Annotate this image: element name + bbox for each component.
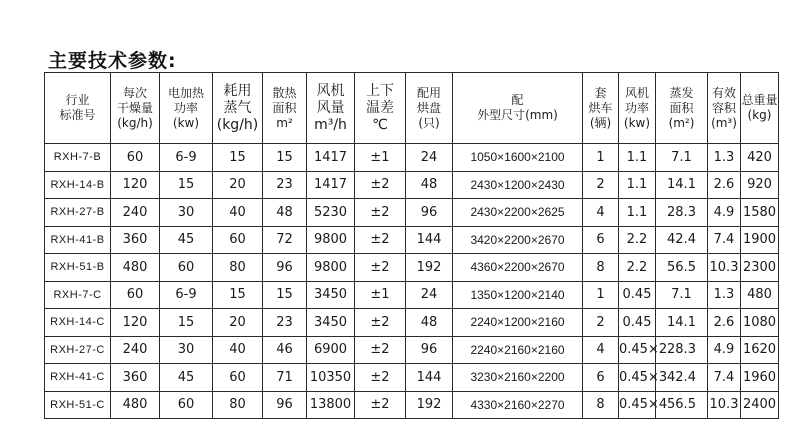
- table-cell: 0.45×4: [619, 391, 656, 419]
- table-cell: 2430×1200×2430: [453, 171, 583, 199]
- table-cell: 15: [263, 144, 307, 172]
- column-header-line: m³/h: [314, 116, 347, 133]
- column-header-line: (只): [418, 115, 440, 130]
- table-cell: 3420×2200×2670: [453, 226, 583, 254]
- column-header-line: 标准号: [59, 108, 96, 122]
- model-cell: RXH-27-B: [45, 199, 111, 227]
- table-cell: 15: [213, 144, 263, 172]
- table-cell: 48: [406, 171, 453, 199]
- model-cell: RXH-14-C: [45, 309, 111, 337]
- column-header-line: 配用: [416, 85, 441, 100]
- column-header: [656, 73, 708, 144]
- table-cell: 7.1: [656, 144, 708, 172]
- column-header-line: m²: [276, 115, 293, 130]
- table-row: [45, 226, 779, 254]
- table-cell: 24: [406, 144, 453, 172]
- table-cell: 1: [583, 281, 619, 309]
- table-header-row: [45, 73, 779, 144]
- table-cell: 1580: [741, 199, 779, 227]
- table-cell: 3450: [307, 309, 355, 337]
- table-cell: 60: [160, 391, 213, 419]
- model-cell: RXH-41-C: [45, 364, 111, 392]
- table-cell: 240: [111, 199, 160, 227]
- table-cell: 13800: [307, 391, 355, 419]
- table-cell: 10.3: [708, 391, 741, 419]
- table-cell: 96: [263, 391, 307, 419]
- table-body: [45, 144, 779, 419]
- table-cell: 96: [406, 199, 453, 227]
- column-header-line: (kw): [172, 115, 200, 130]
- column-header: [583, 73, 619, 144]
- table-cell: 60: [160, 254, 213, 282]
- column-header-line: 容积: [711, 100, 736, 115]
- column-header-line: 散热: [272, 85, 297, 100]
- table-cell: 480: [741, 281, 779, 309]
- column-header: [619, 73, 656, 144]
- table-cell: 8: [583, 391, 619, 419]
- column-header-line: 上下: [366, 82, 394, 99]
- model-cell: RXH-27-C: [45, 336, 111, 364]
- column-header-line: (kg/h): [216, 116, 259, 133]
- column-header: [307, 73, 355, 144]
- table-cell: 28.3: [656, 199, 708, 227]
- table-cell: 1417: [307, 171, 355, 199]
- table-cell: 20: [213, 171, 263, 199]
- table-cell: 7.1: [656, 281, 708, 309]
- table-cell: 60: [111, 144, 160, 172]
- column-header-line: 总重量: [741, 93, 778, 107]
- table-cell: 30: [160, 336, 213, 364]
- table-cell: 56.5: [656, 254, 708, 282]
- table-cell: 920: [741, 171, 779, 199]
- table-row: [45, 171, 779, 199]
- table-cell: 28.3: [656, 336, 708, 364]
- table-cell: 144: [406, 364, 453, 392]
- table-cell: 1.1: [619, 199, 656, 227]
- table-row: [45, 144, 779, 172]
- table-cell: 480: [111, 391, 160, 419]
- table-cell: 2.2: [619, 226, 656, 254]
- table-cell: 40: [213, 199, 263, 227]
- table-cell: 1050×1600×2100: [453, 144, 583, 172]
- table-cell: 5230: [307, 199, 355, 227]
- table-cell: 192: [406, 391, 453, 419]
- table-cell: ±2: [355, 171, 406, 199]
- table-cell: 0.45: [619, 309, 656, 337]
- page-title: 主要技术参数:: [48, 50, 177, 72]
- table-row: [45, 254, 779, 282]
- column-header-line: (kg): [747, 108, 772, 122]
- table-cell: 7.4: [708, 364, 741, 392]
- table-cell: 0.45: [619, 281, 656, 309]
- column-header-line: 外型尺寸(mm): [477, 108, 558, 122]
- table-cell: 96: [406, 336, 453, 364]
- table-cell: 42.4: [656, 226, 708, 254]
- table-cell: ±2: [355, 226, 406, 254]
- table-cell: 240: [111, 336, 160, 364]
- table-cell: 1620: [741, 336, 779, 364]
- table-cell: 10350: [307, 364, 355, 392]
- table-cell: 20: [213, 309, 263, 337]
- table-cell: 2.6: [708, 309, 741, 337]
- column-header: [111, 73, 160, 144]
- column-header-line: 配: [511, 93, 524, 107]
- table-cell: ±1: [355, 281, 406, 309]
- table-cell: 15: [160, 171, 213, 199]
- model-cell: RXH-51-B: [45, 254, 111, 282]
- table-row: [45, 199, 779, 227]
- table-cell: 14.1: [656, 309, 708, 337]
- spec-table: [44, 72, 779, 419]
- table-cell: 40: [213, 336, 263, 364]
- column-header-line: 功率: [173, 100, 198, 115]
- table-cell: 15: [160, 309, 213, 337]
- table-row: [45, 391, 779, 419]
- table-cell: 2: [583, 309, 619, 337]
- column-header: [741, 73, 779, 144]
- table-row: [45, 281, 779, 309]
- table-cell: 30: [160, 199, 213, 227]
- table-cell: 7.4: [708, 226, 741, 254]
- table-cell: 1.1: [619, 144, 656, 172]
- column-header-line: 干燥量: [116, 100, 153, 115]
- column-header: [213, 73, 263, 144]
- column-header-line: ℃: [372, 116, 388, 133]
- column-header: [406, 73, 453, 144]
- table-cell: 56.5: [656, 391, 708, 419]
- table-cell: 3450: [307, 281, 355, 309]
- table-cell: 71: [263, 364, 307, 392]
- column-header: [45, 73, 111, 144]
- model-cell: RXH-51-C: [45, 391, 111, 419]
- table-cell: 42.4: [656, 364, 708, 392]
- table-cell: 48: [263, 199, 307, 227]
- table-cell: ±1: [355, 144, 406, 172]
- table-cell: 0.45×3: [619, 364, 656, 392]
- table-cell: ±2: [355, 391, 406, 419]
- column-header-line: 风机: [316, 82, 345, 99]
- table-cell: 4.9: [708, 199, 741, 227]
- table-cell: 0.45×2: [619, 336, 656, 364]
- table-cell: 1: [583, 144, 619, 172]
- table-cell: 2240×2160×2160: [453, 336, 583, 364]
- table-cell: 48: [406, 309, 453, 337]
- table-cell: 46: [263, 336, 307, 364]
- table-cell: 6: [583, 364, 619, 392]
- table-cell: 96: [263, 254, 307, 282]
- table-row: [45, 336, 779, 364]
- table-cell: 1417: [307, 144, 355, 172]
- column-header-line: (kw): [623, 115, 651, 130]
- table-cell: 60: [111, 281, 160, 309]
- table-cell: 80: [213, 254, 263, 282]
- table-cell: 60: [213, 226, 263, 254]
- column-header-line: (辆): [589, 115, 612, 130]
- table-cell: 1.3: [708, 281, 741, 309]
- table-row: [45, 309, 779, 337]
- table-cell: 72: [263, 226, 307, 254]
- table-cell: 9800: [307, 226, 355, 254]
- table-cell: 360: [111, 226, 160, 254]
- column-header-line: 风量: [316, 99, 345, 116]
- model-cell: RXH-7-B: [45, 144, 111, 172]
- column-header-line: 电加热: [167, 85, 204, 100]
- column-header: [160, 73, 213, 144]
- table-cell: 1.3: [708, 144, 741, 172]
- column-header-line: (m³): [711, 115, 737, 130]
- table-cell: 420: [741, 144, 779, 172]
- table-cell: 8: [583, 254, 619, 282]
- column-header-line: 行业: [65, 93, 90, 107]
- column-header-line: 面积: [272, 100, 297, 115]
- column-header-line: (kg/h): [117, 115, 153, 130]
- table-cell: 2430×2200×2625: [453, 199, 583, 227]
- table-cell: ±2: [355, 254, 406, 282]
- table-cell: 10.3: [708, 254, 741, 282]
- table-cell: 4: [583, 336, 619, 364]
- table-cell: 2300: [741, 254, 779, 282]
- table-cell: ±2: [355, 199, 406, 227]
- table-cell: 23: [263, 171, 307, 199]
- column-header-line: 蒸气: [223, 99, 252, 116]
- column-header: [708, 73, 741, 144]
- table-cell: 192: [406, 254, 453, 282]
- table-cell: 480: [111, 254, 160, 282]
- table-cell: 4330×2160×2270: [453, 391, 583, 419]
- table-cell: 2240×1200×2160: [453, 309, 583, 337]
- table-cell: 60: [213, 364, 263, 392]
- column-header-line: 有效: [711, 85, 736, 100]
- table-cell: 15: [263, 281, 307, 309]
- table-cell: ±2: [355, 364, 406, 392]
- table-cell: 6900: [307, 336, 355, 364]
- column-header-line: 烘盘: [416, 100, 441, 115]
- table-cell: 2400: [741, 391, 779, 419]
- table-cell: ±2: [355, 336, 406, 364]
- table-cell: 45: [160, 364, 213, 392]
- table-cell: 4: [583, 199, 619, 227]
- model-cell: RXH-41-B: [45, 226, 111, 254]
- model-cell: RXH-7-C: [45, 281, 111, 309]
- table-cell: 24: [406, 281, 453, 309]
- table-cell: 360: [111, 364, 160, 392]
- column-header: [355, 73, 406, 144]
- table-cell: 2.2: [619, 254, 656, 282]
- table-cell: 1960: [741, 364, 779, 392]
- table-cell: 9800: [307, 254, 355, 282]
- column-header-line: 功率: [624, 100, 649, 115]
- table-cell: 6-9: [160, 281, 213, 309]
- column-header-line: 套: [594, 85, 607, 100]
- table-cell: 15: [213, 281, 263, 309]
- table-cell: 1900: [741, 226, 779, 254]
- table-cell: 4360×2200×2670: [453, 254, 583, 282]
- table-cell: 23: [263, 309, 307, 337]
- column-header-line: (m²): [668, 115, 695, 130]
- model-cell: RXH-14-B: [45, 171, 111, 199]
- table-cell: 120: [111, 309, 160, 337]
- column-header-line: 面积: [669, 100, 694, 115]
- table-cell: 3230×2160×2200: [453, 364, 583, 392]
- table-cell: 45: [160, 226, 213, 254]
- table-cell: 2: [583, 171, 619, 199]
- table-cell: 1080: [741, 309, 779, 337]
- table-cell: 6: [583, 226, 619, 254]
- table-cell: 4.9: [708, 336, 741, 364]
- table-cell: ±2: [355, 309, 406, 337]
- column-header: [453, 73, 583, 144]
- column-header-line: 温差: [366, 99, 394, 116]
- column-header-line: 每次: [122, 85, 147, 100]
- table-cell: 144: [406, 226, 453, 254]
- column-header: [263, 73, 307, 144]
- column-header-line: 耗用: [223, 82, 252, 99]
- column-header-line: 烘车: [588, 100, 613, 115]
- column-header-line: 蒸发: [669, 85, 694, 100]
- table-cell: 80: [213, 391, 263, 419]
- table-cell: 14.1: [656, 171, 708, 199]
- table-cell: 6-9: [160, 144, 213, 172]
- column-header-line: 风机: [624, 85, 649, 100]
- table-cell: 1350×1200×2140: [453, 281, 583, 309]
- table-cell: 1.1: [619, 171, 656, 199]
- table-cell: 120: [111, 171, 160, 199]
- table-row: [45, 364, 779, 392]
- table-cell: 2.6: [708, 171, 741, 199]
